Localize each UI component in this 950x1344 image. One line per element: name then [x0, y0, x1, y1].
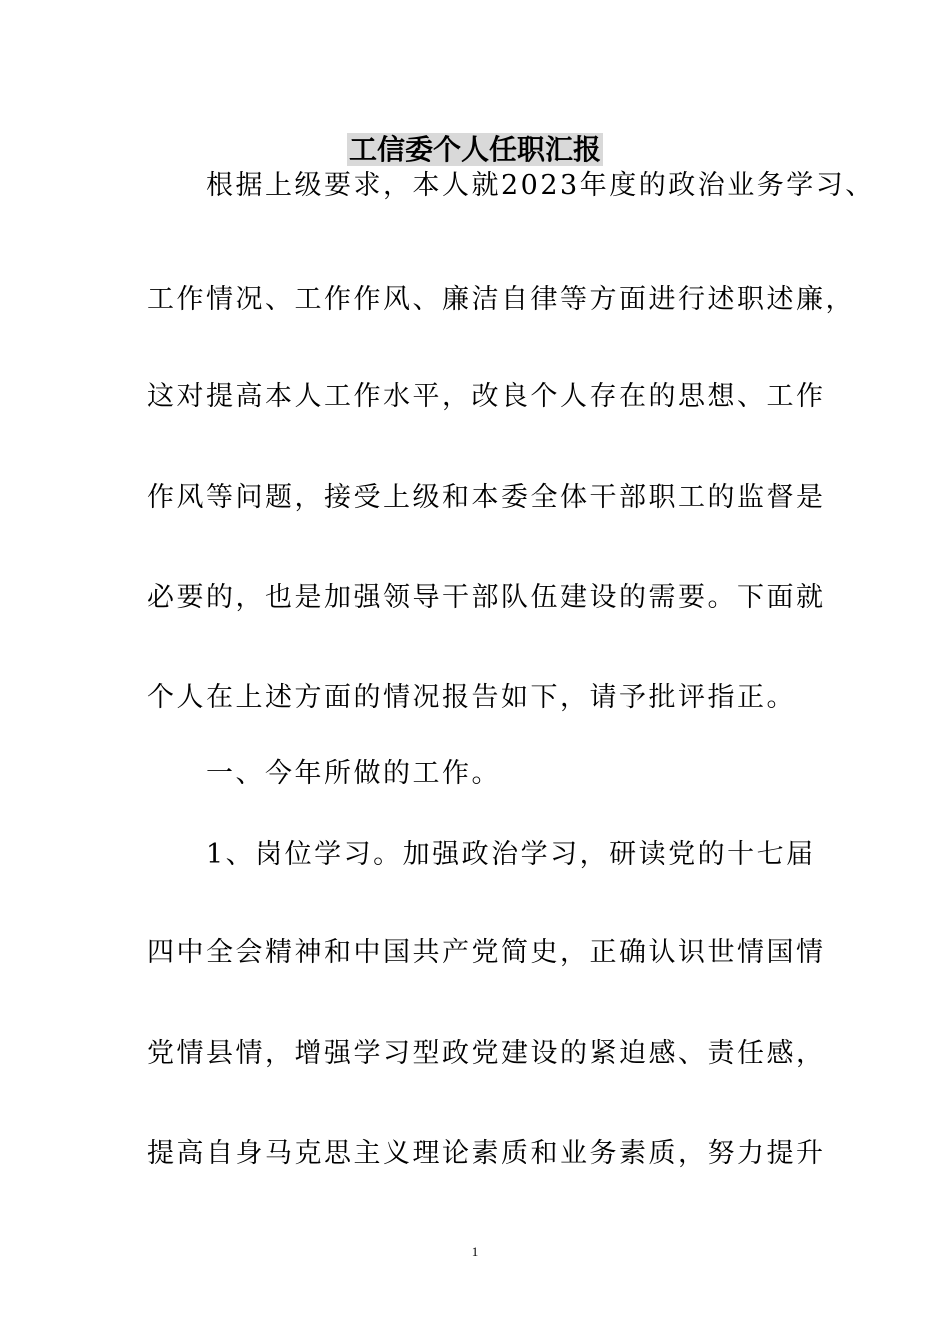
body-line-8: 1、岗位学习。加强政治学习，研读党的十七届 — [147, 839, 816, 870]
body-line-11: 提高自身马克思主义理论素质和业务素质，努力提升 — [147, 1138, 826, 1169]
body-line-10: 党情县情，增强学习型政党建设的紧迫感、责任感， — [147, 1038, 826, 1069]
body-line-9: 四中全会精神和中国共产党简史，正确认识世情国情 — [147, 937, 826, 968]
body-line-4: 作风等问题，接受上级和本委全体干部职工的监督是 — [147, 482, 826, 513]
body-line-2: 工作情况、工作作风、廉洁自律等方面进行述职述廉， — [147, 284, 855, 315]
body-line-6: 个人在上述方面的情况报告如下，请予批评指正。 — [147, 682, 796, 713]
body-line-3: 这对提高本人工作水平，改良个人存在的思想、工作 — [147, 381, 826, 412]
section-heading-1: 一、今年所做的工作。 — [147, 758, 501, 789]
document-title-text: 工信委个人任职汇报 — [348, 133, 601, 166]
page-number: 1 — [471, 1244, 479, 1259]
body-line-1: 根据上级要求，本人就2023年度的政治业务学习、 — [147, 170, 875, 201]
body-line-5: 必要的，也是加强领导干部队伍建设的需要。下面就 — [147, 582, 826, 613]
